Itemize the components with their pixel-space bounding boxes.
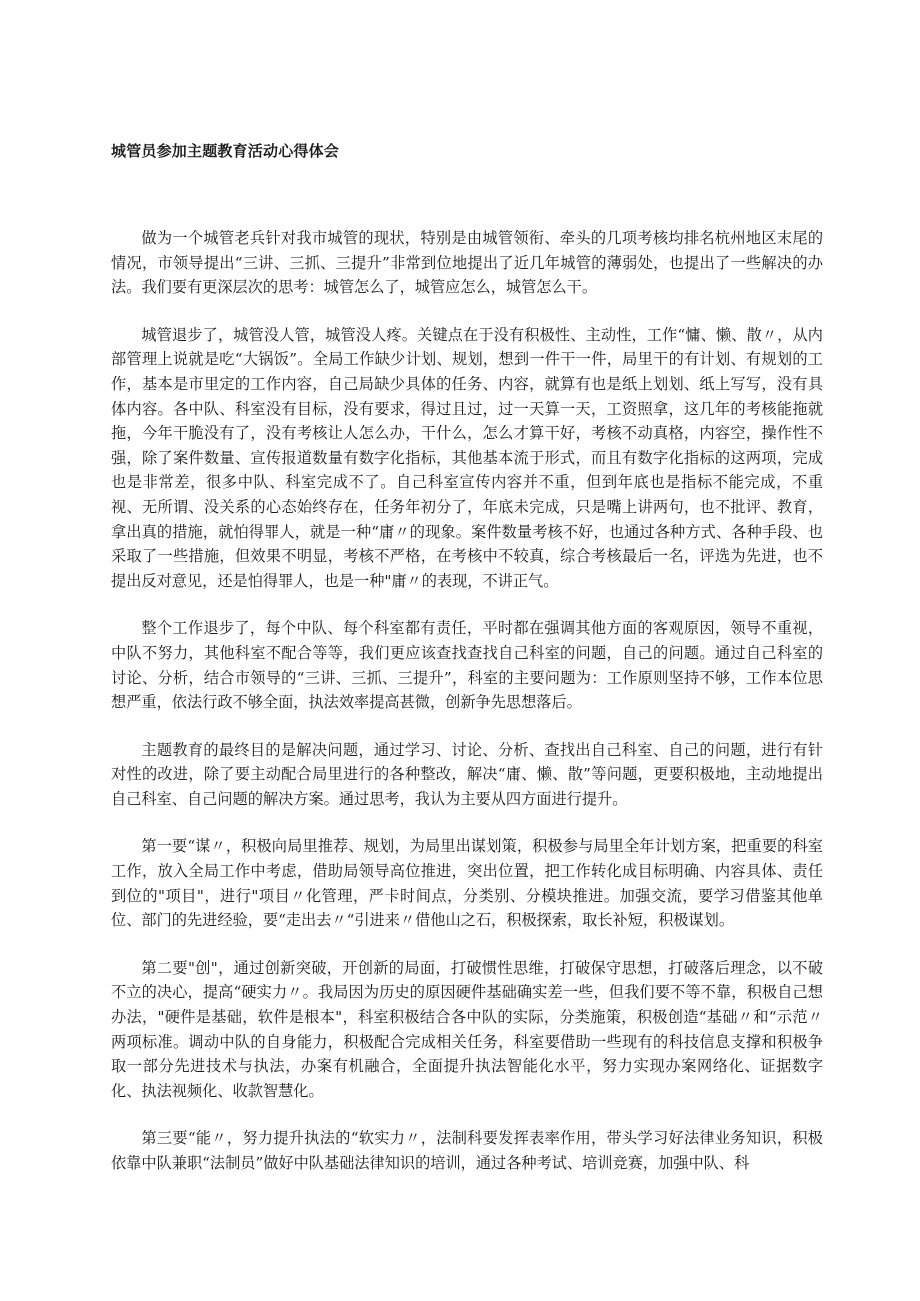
paragraph: 城管退步了，城管没人管，城管没人疼。关键点在于没有积极性、主动性，工作“慵、懒、散〃，从内部管理上说就是吃“大锅饭”。全局工作缺少计划、规划，想到一件干一件，局里干的有计划、有规划的工作，基本是市里定的工作内容，自己局缺少具体的任务、内容，就算有也是纸上划划、纸上写写，没有具体内容。各中队、科室没有目标，没有要求，得过且过，过一天算一天，工资照拿，这几年的考核能拖就拖，今年干脆没有了，没有考核让人怎么办，干什么，怎么才算干好，考核不动真格，内容空，操作性不强，除了案件数量、宣传报道数量有数字化指标，其他基本流于形式，而且有数字化指标的这两项，完成也是非常差，很多中队、科室完成不了。自己科室宣传内容并不重，但到年底也是指标不能完成，不重视、无所谓、没关系的心态始终存在，任务年初分了，年底未完成，只是嘴上讲两句，也不批评、教育，拿出真的措施，就怕得罪人，就是一种“庸〃的现象。案件数量考核不好，也通过各种方式、各种手段、也采取了一些措施，但效果不明显，考核不严格，在考核中不较真，综合考核最后一名，评选为先进，也不提出反对意见，还是怕得罪人，也是一种"庸〃的表现，不讲正气。 [111,325,823,590]
paragraph: 第三要“能〃，努力提升执法的“软实力〃，法制科要发挥表率作用，带头学习好法律业务知识，积极依靠中队兼职“法制员”做好中队基础法律知识的培训，通过各种考试、培训竞赛，加强中队、科 [111,1129,823,1172]
paragraph: 第一要“谋〃，积极向局里推荐、规划，为局里出谋划策，积极参与局里全年计划方案，把重要的科室工作，放入全局工作中考虑，借助局领导高位推进，突出位置，把工作转化成目标明确、内容具体、责任到位的"项目"，进行"项目〃化管理，严卡时间点，分类别、分模块推进。加强交流，要学习借鉴其他单位、部门的先进经验，要“走出去〃“引进来〃借他山之石，积极探索，取长补短，积极谋划。 [111,837,823,930]
paragraph: 整个工作退步了，每个中队、每个科室都有责任，平时都在强调其他方面的客观原因，领导不重视，中队不努力，其他科室不配合等等，我们更应该查找查找自己科室的问题，自己的问题。通过自己科室的讨论、分析，结合市领导的“三讲、三抓、三提升”，科室的主要问题为：工作原则坚持不够，工作本位思想严重，依法行政不够全面，执法效率提高甚微，创新争先思想落后。 [111,619,823,712]
document-body [111,226,823,1199]
document-title: 城管员参加主题教育活动心得体会 [111,142,340,160]
paragraph: 第二要"创"，通过创新突破，开创新的局面，打破惯性思维，打破保守思想，打破落后理念，以不破不立的决心，提高“硬实力〃。我局因为历史的原因硬件基础确实差一些，但我们要不等不靠，积极自己想办法，"硬件是基础，软件是根本"，科室积极结合各中队的实际，分类施策，积极创造“基础〃和“示范〃两项标准。调动中队的自身能力，积极配合完成相关任务，科室要借助一些现有的科技信息支撑和积极争取一部分先进技术与执法，办案有机融合，全面提升执法智能化水平，努力实现办案网络化、证据数字化、执法视频化、收款智慧化。 [111,958,823,1100]
paragraph: 主题教育的最终目的是解决问题，通过学习、讨论、分析、查找出自己科室、自己的问题，进行有针对性的改进，除了要主动配合局里进行的各种整改，解决“庸、懒、散”等问题，更要积极地，主动地提出自己科室、自己问题的解决方案。通过思考，我认为主要从四方面进行提升。 [111,740,823,808]
paragraph: 做为一个城管老兵针对我市城管的现状，特别是由城管领衔、牵头的几项考核均排名杭州地区末尾的情况，市领导提出“三讲、三抓、三提升”非常到位地提出了近几年城管的薄弱处，也提出了一些解决的办法。我们要有更深层次的思考：城管怎么了，城管应怎么，城管怎么干。 [111,229,823,297]
